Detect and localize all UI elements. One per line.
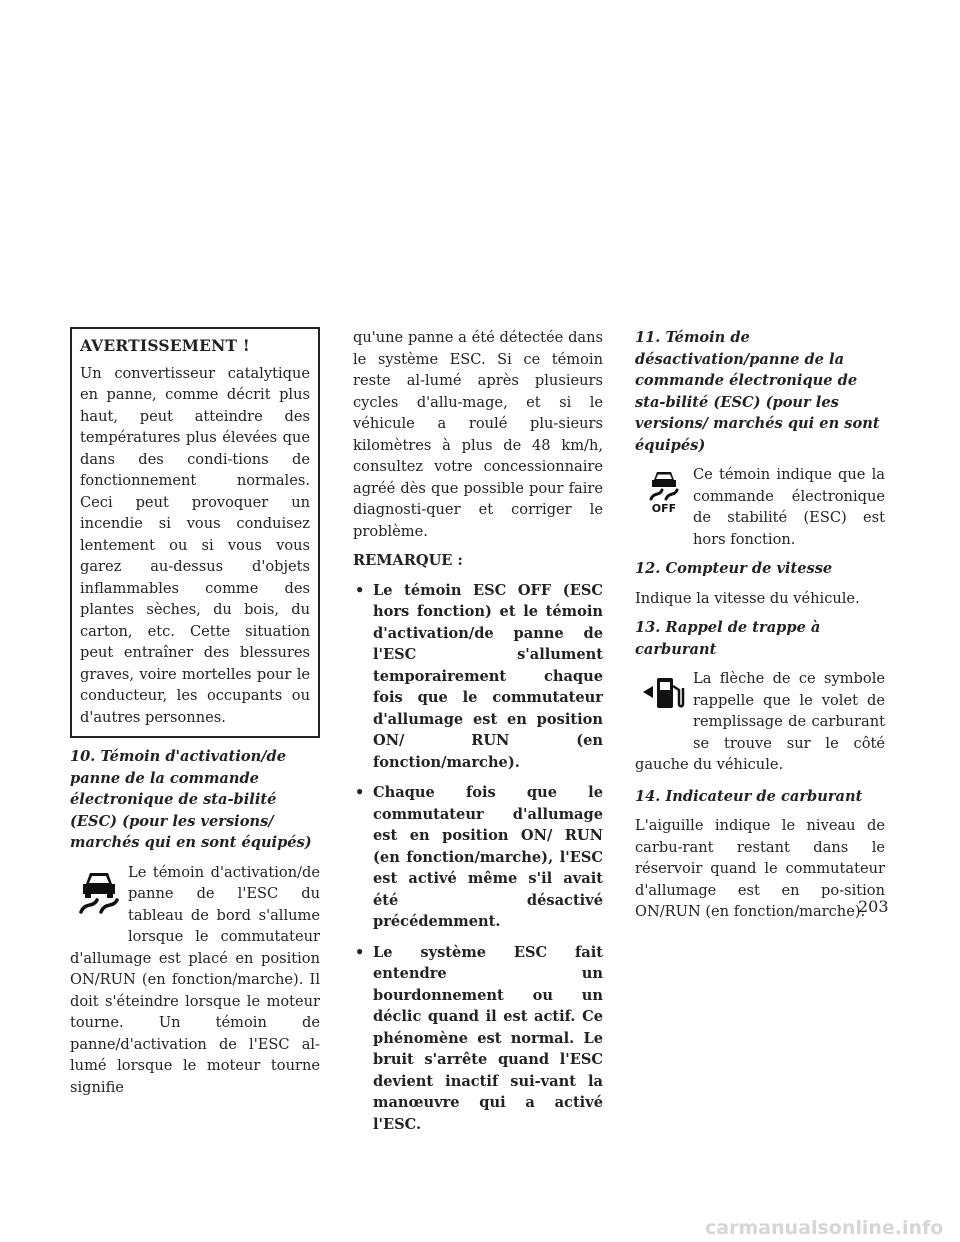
warning-title: AVERTISSEMENT ! <box>80 336 250 355</box>
esc-off-icon <box>635 464 693 532</box>
column-2 <box>353 327 603 1144</box>
note-label: REMARQUE : <box>353 552 463 569</box>
page-number: 203 <box>858 897 889 916</box>
note-list <box>353 580 603 1136</box>
esc-off-icon-label: OFF <box>651 502 677 515</box>
warning-body: Un convertisseur catalytique en panne, comme décrit plus haut, peut atteindre des températures plus élevées que dans des condi-tions de fonctionnement normales. Ceci peut provoquer un incendie si vous conduisez lentement ou si vous vous garez au-dessus d'objets inflammables comme des plantes sèches, du bois, du carton, etc. Cette situation peut entraîner des blessures graves, voire mortelles pour le conducteur, les occupants ou d'autres personnes. <box>80 364 310 726</box>
section-14-heading: 14. Indicateur de carburant <box>635 787 863 805</box>
section-10-continued: qu'une panne a été détectée dans le système ESC. Si ce témoin reste al-lumé après plusieurs cycles d'allu-mage, et si le véhicule a roulé plu-sieurs kilomètres à plus de 48 km/h, consultez votre concessionnaire agréé dès que possible pour faire diagnosti-quer et corriger le problème. <box>353 329 603 540</box>
section-11-body <box>635 464 885 550</box>
note-item: • Le système ESC fait entendre un bourdonnement ou un déclic quand il est actif. Ce phénomène est normal. Le bruit s'arrête quand l'ESC devient inactif sui-vant la manœuvre qui a activé l'ESC. <box>353 942 603 1136</box>
section-14-text: L'aiguille indique le niveau de carbu-rant restant dans le réservoir quand le commutateur d'allumage est en po-sition ON/RUN (en fonction/marche). <box>635 817 885 920</box>
column-3 <box>635 327 885 931</box>
watermark-logo: carmanualsonline.info <box>705 1217 944 1239</box>
section-11-heading: 11. Témoin de désactivation/panne de la commande électronique de sta-bilité (ESC) (pour les versions/ marchés qui en sont équipés) <box>635 329 880 454</box>
esc-skid-icon <box>70 862 128 930</box>
section-10-heading: 10. Témoin d'activation/de panne de la commande électronique de sta-bilité (ESC) (pour les versions/ marchés qui en sont équipés) <box>70 748 312 851</box>
section-13-text: La flèche de ce symbole rappelle que le volet de remplissage de carburant se trouve sur le côté gauche du véhicule. <box>635 670 885 773</box>
section-10-body <box>70 862 320 1099</box>
note-item: • Le témoin ESC OFF (ESC hors fonction) et le témoin d'activation/de panne de l'ESC s'allument temporairement chaque fois que le commutateur d'allumage est en position ON/ RUN (en fonction/marche). <box>353 580 603 774</box>
section-11-text: Ce témoin indique que la commande électronique de stabilité (ESC) est hors fonction. <box>693 466 885 548</box>
section-12-text: Indique la vitesse du véhicule. <box>635 589 860 607</box>
section-12-heading: 12. Compteur de vitesse <box>635 560 833 577</box>
section-13-body <box>635 668 885 776</box>
section-10-text: Le témoin d'activation/de panne de l'ESC du tableau de bord s'allume lorsque le commutateur d'allumage est placé en position ON/RUN (en fonction/marche). Il doit s'éteindre lorsque le moteur tourne. Un témoin de panne/d'activation de l'ESC al-lumé lorsque le moteur tourne signifie <box>70 863 320 1096</box>
warning-box <box>70 327 320 738</box>
note-item: • Chaque fois que le commutateur d'allumage est en position ON/ RUN (en fonction/marche), l'ESC est activé même s'il avait été désactivé précédemment. <box>353 782 603 933</box>
section-13-heading: 13. Rappel de trappe à carburant <box>635 619 821 658</box>
fuel-door-icon <box>635 668 693 736</box>
column-1 <box>70 327 320 1098</box>
